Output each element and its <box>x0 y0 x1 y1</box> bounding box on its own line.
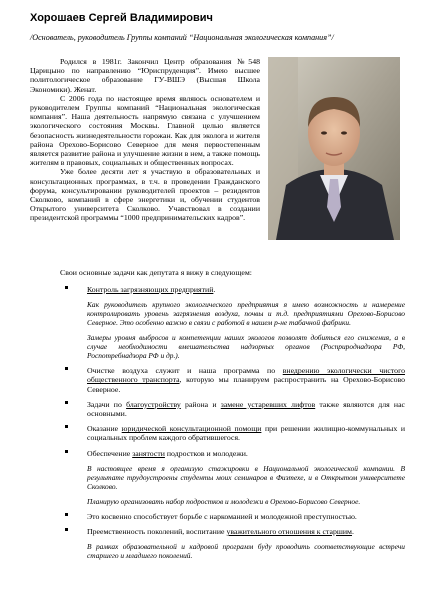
task-emphasis: юридической консультационной помощи <box>121 424 262 434</box>
task-emphasis: благоустройству <box>126 399 181 409</box>
page-title: Хорошаев Сергей Владимирович <box>30 12 213 24</box>
task-text <box>87 527 405 536</box>
task-text <box>87 449 405 458</box>
bullet-icon <box>65 401 68 404</box>
intro-paragraph-3: Уже более десяти лет я участвую в образовательных и консультационных программах, в т.ч. в проведении Гражданского форума, консультировании руководителей проектов – резидентов Сколково, компаний в сфере энергетики и, обучении студентов Открытого университета Сколково. Учавствовал в создании президентской программы “1000 предпринимательских кадров”. <box>30 167 260 223</box>
photo-spacer <box>267 57 400 242</box>
task-text <box>87 285 405 294</box>
task-text-part: также являются для нас основными. <box>87 399 406 419</box>
task-emphasis: уважительного отношения к старшим <box>226 527 352 537</box>
task-text-part: . <box>213 285 216 294</box>
task-item <box>60 449 405 458</box>
task-emphasis: внедрению экологически чистого общественного транспорта <box>87 366 405 385</box>
task-emphasis: Контроль загрязняющих предприятий <box>87 285 214 294</box>
tasks-list <box>60 285 405 566</box>
task-item <box>60 527 405 536</box>
task-text-part: Задачи по <box>87 399 127 409</box>
task-item <box>60 285 405 294</box>
task-item <box>60 400 405 418</box>
task-note: Как руководитель крупного экологического предприятия я имею возможность и намерение контролировать уровень загрязнения воздуха, почвы и т.д. предприятиями Орехово-Борисово Северное. Это особенно важно в связи с работой в нашем р-не табачной фабрики. <box>87 300 405 328</box>
task-note: Замеры уровня выбросов и компетенции наших экологов позволят добиться его снижения, а в случае необходимости вмешательства надзорных органов (Росприроднадзора РФ, Роспотребнадзора РФ и др.). <box>87 333 405 361</box>
task-text-part: , которую мы планируем распространить на Орехово-Борисово Северное. <box>87 375 405 394</box>
bullet-icon <box>65 450 68 453</box>
task-emphasis: замене устаревших лифтов <box>220 399 316 409</box>
task-item <box>60 512 405 521</box>
position-subtitle: /Основатель, руководитель Группы компаний “Национальная экологическая компания”/ <box>30 33 334 42</box>
task-text <box>87 366 405 394</box>
task-text <box>87 512 405 521</box>
tasks-intro: Свои основные задачи как депутата я вижу в следующем: <box>60 268 252 277</box>
intro-section <box>30 57 400 242</box>
task-text <box>87 424 405 442</box>
task-emphasis: занятости <box>132 448 165 458</box>
bullet-icon <box>65 286 68 289</box>
task-text-part: при решении жилищно-коммунальных и социальных проблем каждого обратившегося. <box>87 424 406 443</box>
task-note: В настоящее время я организую стажировки в Национальной экологической компании. В результате трудоустроены студенты моих семинаров в Физтехе, и в Открытом университете Сколково. <box>87 463 405 491</box>
task-text-part: Очистке воздуха служит и наша программа по <box>87 366 283 376</box>
task-note: В рамках образовательной и кадровой программ буду проводить соответствующие встречи старшего и младшего поколений. <box>87 542 405 561</box>
task-item <box>60 424 405 442</box>
intro-paragraph-2: С 2006 года по настоящее время являюсь основателем и руководителем Группы компаний “Национальная экологическая компания”. Наша деятельность напрямую связана с улучшением экологического состояния Москвы. Главной целью является безопасность жизнедеятельности горожан. Как для эколога и жителя района Орехово-Борисово Северное для меня первостепенным является развитие района и улучшение жизни в нем, а также помощь жителям в правовых, социальных и общественных вопросах. <box>30 93 260 168</box>
task-text-part: Оказание <box>87 424 122 434</box>
task-text-part: Обеспечение <box>87 448 133 458</box>
intro-paragraph-1: Родился в 1981г. Закончил Центр образования №548 Царицыно по направлению “Юриспруденция”. Имею высшее политологическое образование ГУ-ВШЭ (Высшая Школа Экономики). Женат. <box>30 57 260 94</box>
task-text-part: района и <box>180 399 221 409</box>
bullet-icon <box>65 367 68 370</box>
task-item <box>60 366 405 394</box>
task-note: Планирую организовать набор подростков и молодежи в Орехово-Борисово Северное. <box>87 496 361 506</box>
bullet-icon <box>65 528 68 531</box>
bullet-icon <box>65 425 68 428</box>
task-text <box>87 400 405 418</box>
task-text-part: Это косвенно способствует борьбе с наркоманией и молодежной преступностью. <box>87 511 357 521</box>
bullet-icon <box>65 513 68 516</box>
task-text-part: . <box>351 527 354 537</box>
task-text-part: Преемственность поколений, воспитание <box>87 527 227 537</box>
task-text-part: подростков и молодежи. <box>164 448 248 458</box>
